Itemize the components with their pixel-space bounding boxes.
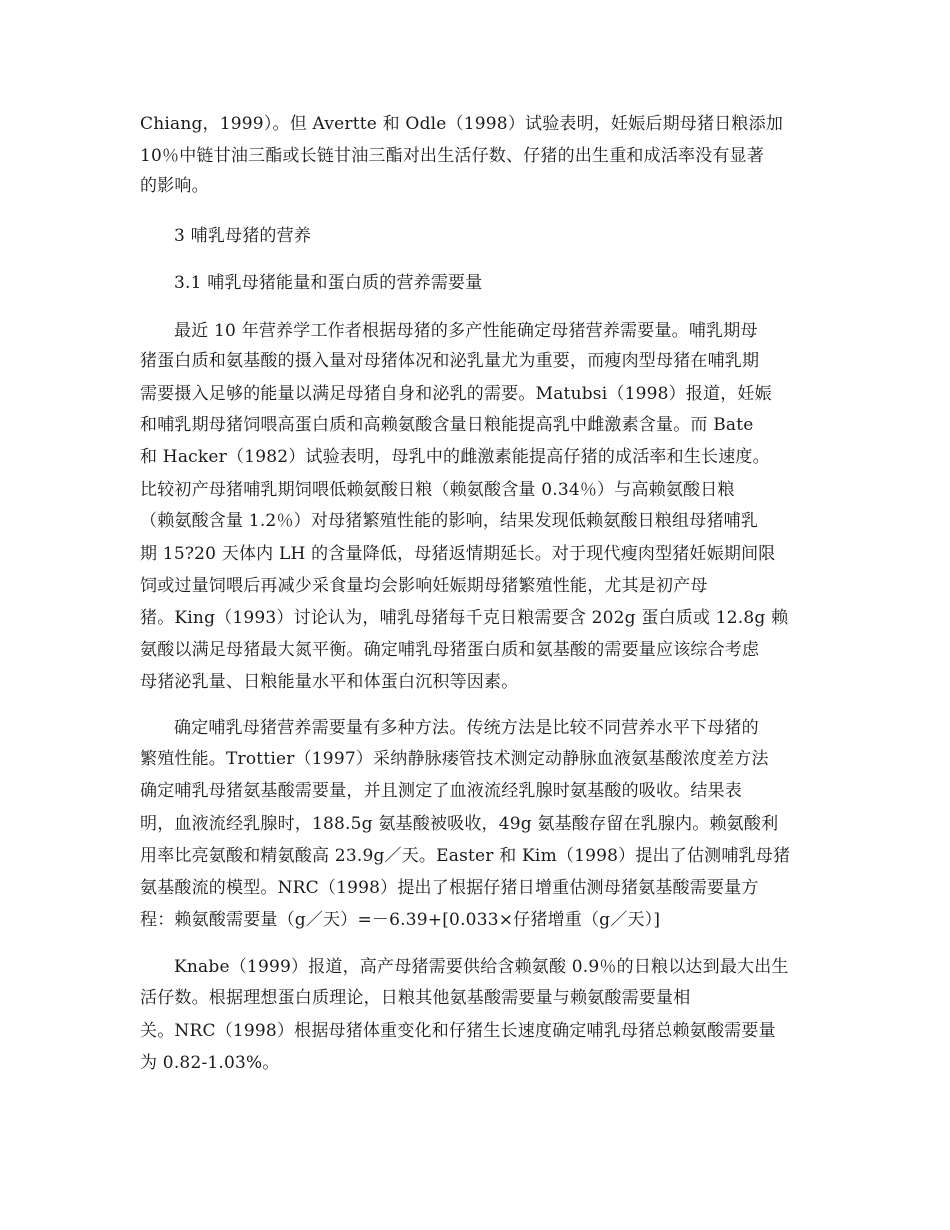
- text-line: 氨基酸流的模型。NRC（1998）提出了根据仔猪日增重估测母猪氨基酸需要量方: [140, 878, 759, 898]
- text-line: （赖氨酸含量 1.2％）对母猪繁殖性能的影响，结果发现低赖氨酸日粮组母猪哺乳: [140, 511, 759, 531]
- text-line: 用率比亮氨酸和精氨酸高 23.9g／天。Easter 和 Kim（1998）提出了估测哺乳母猪: [140, 846, 791, 866]
- text-line: 确定哺乳母猪营养需要量有多种方法。传统方法是比较不同营养水平下母猪的: [174, 718, 759, 738]
- text-line: 比较初产母猪哺乳期饲喂低赖氨酸日粮（赖氨酸含量 0.34％）与高赖氨酸日粮: [140, 480, 735, 500]
- text-line: 猪蛋白质和氨基酸的摄入量对母猪体况和泌乳量尤为重要，而瘦肉型母猪在哺乳期: [140, 351, 760, 371]
- text-line: 氨酸以满足母猪最大氮平衡。确定哺乳母猪蛋白质和氨基酸的需要量应该综合考虑: [140, 640, 760, 660]
- text-line: 和 Hacker（1982）试验表明，母乳中的雌激素能提高仔猪的成活率和生长速度。: [140, 447, 770, 467]
- text-line: 的影响。: [140, 176, 209, 196]
- text-line: 繁殖性能。Trottier（1997）采纳静脉瘘管技术测定动静脉血液氨基酸浓度差方法: [140, 749, 769, 769]
- section-heading: 3 哺乳母猪的营养: [174, 226, 312, 246]
- equation-line: 程：赖氨酸需要量（g／天）=－6.39+[0.033×仔猪增重（g／天）]: [140, 910, 661, 930]
- text-line: 母猪泌乳量、日粮能量水平和体蛋白沉积等因素。: [140, 672, 519, 692]
- text-line: 饲或过量饲喂后再减少采食量均会影响妊娠期母猪繁殖性能，尤其是初产母: [140, 576, 708, 596]
- text-line: 明，血液流经乳腺时，188.5g 氨基酸被吸收，49g 氨基酸存留在乳腺内。赖氨酸利: [140, 814, 779, 834]
- text-line: 和哺乳期母猪饲喂高蛋白质和高赖氨酸含量日粮能提高乳中雌激素含量。而 Bate: [140, 415, 754, 435]
- text-line: Knabe（1999）报道，高产母猪需要供给含赖氨酸 0.9％的日粮以达到最大出生: [174, 957, 789, 977]
- text-line: 10％中链甘油三酯或长链甘油三酯对出生活仔数、仔猪的出生重和成活率没有显著: [140, 146, 765, 166]
- text-line: 为 0.82-1.03%。: [140, 1053, 280, 1073]
- text-line: 确定哺乳母猪氨基酸需要量，并且测定了血液流经乳腺时氨基酸的吸收。结果表: [140, 781, 742, 801]
- text-line: 关。NRC（1998）根据母猪体重变化和仔猪生长速度确定哺乳母猪总赖氨酸需要量: [140, 1021, 776, 1041]
- text-line: Chiang，1999）。但 Avertte 和 Odle（1998）试验表明，妊娠后期母猪日粮添加: [140, 114, 784, 134]
- subsection-heading: 3.1 哺乳母猪能量和蛋白质的营养需要量: [174, 273, 483, 293]
- text-line: 活仔数。根据理想蛋白质理论，日粮其他氨基酸需要量与赖氨酸需要量相: [140, 988, 691, 1008]
- text-line: 最近 10 年营养学工作者根据母猪的多产性能确定母猪营养需要量。哺乳期母: [174, 321, 758, 341]
- text-line: 需要摄入足够的能量以满足母猪自身和泌乳的需要。Matubsi（1998）报道，妊娠: [140, 384, 772, 404]
- text-line: 期 15?20 天体内 LH 的含量降低，母猪返情期延长。对于现代瘦肉型猪妊娠期间限: [140, 544, 776, 564]
- text-line: 猪。King（1993）讨论认为，哺乳母猪每千克日粮需要含 202g 蛋白质或 12.8g 赖: [140, 608, 789, 628]
